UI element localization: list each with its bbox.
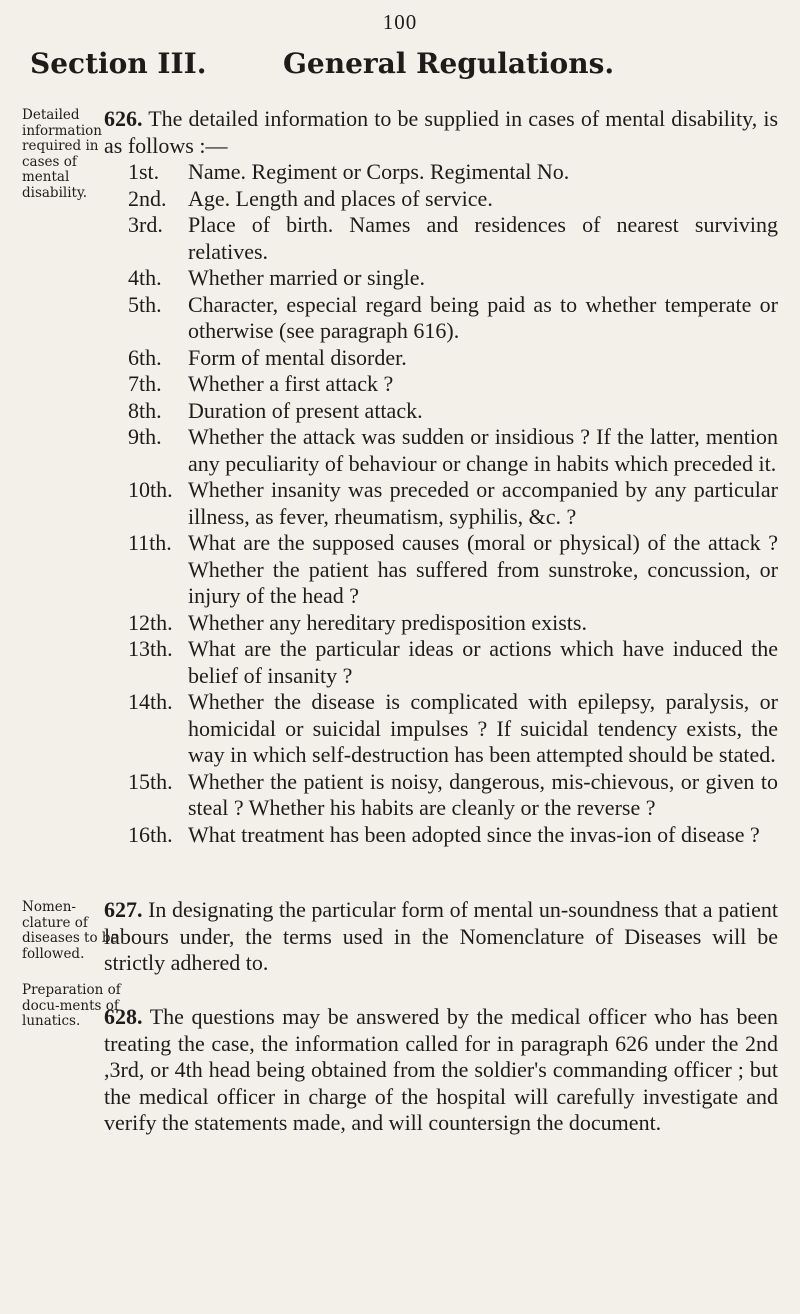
page-title: General Regulations. [283, 47, 615, 80]
item-text: Place of birth. Names and residences of nearest surviving relatives. [188, 212, 778, 264]
list-item [128, 212, 778, 265]
list-item [128, 610, 778, 637]
item-text: Name. Regiment or Corps. Regimental No. [188, 159, 570, 184]
list-item [128, 530, 778, 610]
item-text: Whether any hereditary predisposition exists. [188, 609, 587, 635]
list-item [128, 292, 778, 345]
information-list [128, 159, 778, 848]
paragraph-628 [104, 1004, 778, 1137]
item-text: What treatment has been adopted since the invas-ion of disease ? [188, 821, 760, 847]
list-item [128, 371, 778, 398]
paragraph-text: The questions may be answered by the medical officer who has been treating the case, the information called for in paragraph 626 under the 2nd ,3rd, or 4th head being obtained from the soldier's commanding officer ; but the medical officer in charge of the hospital will carefully investigate and verify the statements made, and will countersign the document. [104, 1004, 778, 1135]
item-text: Whether insanity was preceded or accompanied by any particular illness, as fever, rheumatism, syphilis, &c. ? [188, 477, 778, 529]
item-ordinal: 7th. [128, 371, 162, 396]
list-item [128, 822, 778, 849]
item-text: Whether the attack was sudden or insidious ? If the latter, mention any peculiarity of behaviour or change in habits which preceded it. [188, 424, 778, 476]
item-ordinal: 1st. [128, 159, 160, 184]
list-item [128, 186, 778, 213]
paragraph-number: 627. [104, 897, 143, 922]
paragraph-text: The detailed information to be supplied in cases of mental disability, is as follows :— [104, 106, 779, 158]
item-text: Character, especial regard being paid as to whether temperate or otherwise (see paragraph 616). [188, 291, 778, 343]
item-ordinal: 12th. [128, 609, 173, 635]
item-ordinal: 9th. [128, 424, 162, 449]
item-ordinal: 5th. [128, 291, 162, 317]
paragraph-number: 628. [104, 1004, 143, 1029]
item-text: Whether the patient is noisy, dangerous, mis-chievous, or given to steal ? Whether his habits are cleanly or the reverse ? [188, 768, 778, 820]
paragraph-626 [104, 106, 778, 159]
item-ordinal: 14th. [128, 689, 173, 714]
item-text: Whether married or single. [188, 265, 426, 290]
list-item [128, 769, 778, 822]
list-item [128, 265, 778, 292]
item-ordinal: 15th. [128, 768, 173, 794]
item-ordinal: 11th. [128, 530, 172, 555]
item-text: Duration of present attack. [188, 397, 423, 423]
list-item [128, 424, 778, 477]
item-ordinal: 2nd. [128, 185, 167, 211]
list-item [128, 398, 778, 425]
paragraph-627 [104, 897, 778, 977]
margin-note-nomenclature: Nomen-clature of diseases to be followed. [22, 899, 119, 962]
item-ordinal: 16th. [128, 821, 173, 847]
margin-note-preparation: Preparation of docu-ments of lunatics. [22, 982, 121, 1029]
page-header [30, 47, 790, 87]
item-ordinal: 6th. [128, 344, 162, 370]
item-text: Age. Length and places of service. [188, 185, 493, 211]
item-text: Whether the disease is complicated with epilepsy, paralysis, or homicidal or suicidal impulses ? If suicidal tendency exists, the way in which self-destruction has been attempted should be stated. [188, 689, 778, 767]
item-ordinal: 10th. [128, 477, 173, 502]
list-item [128, 689, 778, 769]
page-number: 100 [382, 10, 418, 34]
item-text: Whether a first attack ? [188, 371, 394, 396]
item-text: What are the supposed causes (moral or physical) of the attack ? Whether the patient has suffered from sunstroke, concussion, or injury of the head ? [188, 530, 778, 608]
item-ordinal: 8th. [128, 397, 162, 423]
item-ordinal: 3rd. [128, 212, 163, 237]
paragraph-text: In designating the particular form of mental un-soundness that a patient labours under, the terms used in the Nomenclature of Diseases will be strictly adhered to. [104, 897, 778, 975]
item-ordinal: 4th. [128, 265, 162, 290]
list-item [128, 345, 778, 372]
section-heading: Section III. [30, 47, 207, 80]
item-text: Form of mental disorder. [188, 344, 407, 370]
list-item [128, 477, 778, 530]
list-item [128, 636, 778, 689]
paragraph-number: 626. [104, 106, 143, 131]
item-ordinal: 13th. [128, 636, 173, 661]
list-item [128, 159, 778, 186]
item-text: What are the particular ideas or actions which have induced the belief of insanity ? [188, 636, 778, 688]
margin-note-detailed-information: Detailed information required in cases of mental disability. [22, 107, 103, 201]
